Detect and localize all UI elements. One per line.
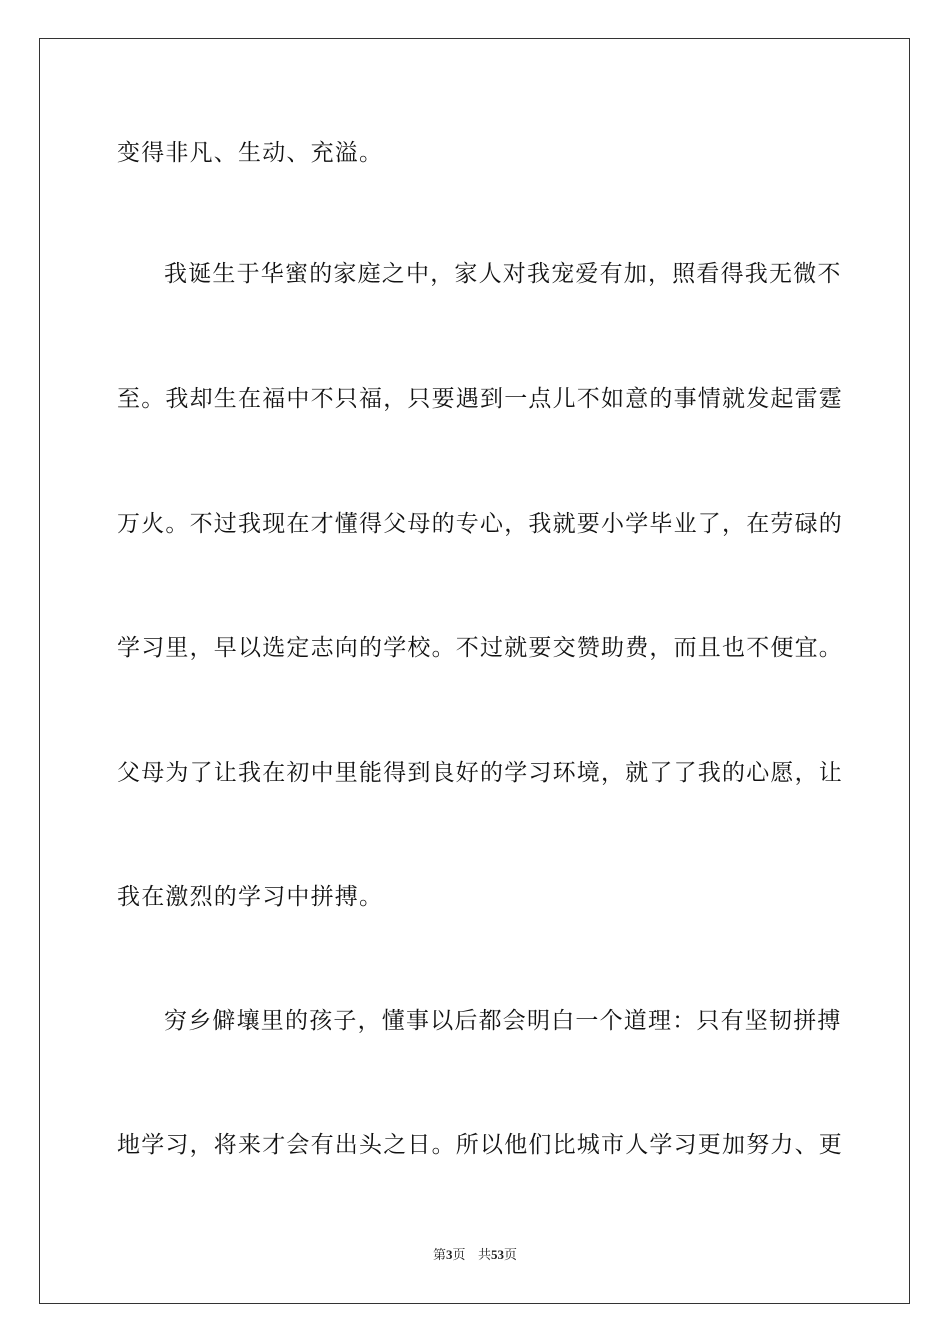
text-line: 父母为了让我在初中里能得到良好的学习环境，就了了我的心愿，让 <box>117 760 843 786</box>
page-prefix: 第 <box>433 1248 447 1263</box>
text-line: 学习里，早以选定志向的学校。不过就要交赞助费，而且也不便宜。 <box>117 635 843 661</box>
text-line: 至。我却生在福中不只福，只要遇到一点儿不如意的事情就发起雷霆 <box>117 386 843 412</box>
page-border <box>39 38 910 1304</box>
page-footer <box>0 1246 950 1265</box>
page-number: 3 <box>446 1247 453 1262</box>
text-line: 万火。不过我现在才懂得父母的专心，我就要小学毕业了，在劳碌的 <box>117 511 843 537</box>
text-line: 我在激烈的学习中拼搏。 <box>117 884 384 910</box>
page-suffix: 页 <box>452 1248 466 1263</box>
total-prefix: 共 <box>477 1248 491 1263</box>
paragraph-first-line: 我诞生于华蜜的家庭之中，家人对我宠爱有加，照看得我无微不 <box>164 261 842 287</box>
paragraph-first-line: 穷乡僻壤里的孩子，懂事以后都会明白一个道理：只有坚韧拼搏 <box>164 1008 842 1034</box>
text-line: 变得非凡、生动、充溢。 <box>117 140 384 166</box>
total-pages: 53 <box>490 1247 504 1262</box>
total-suffix: 页 <box>503 1248 517 1263</box>
text-line: 地学习，将来才会有出头之日。所以他们比城市人学习更加努力、更 <box>117 1132 843 1158</box>
